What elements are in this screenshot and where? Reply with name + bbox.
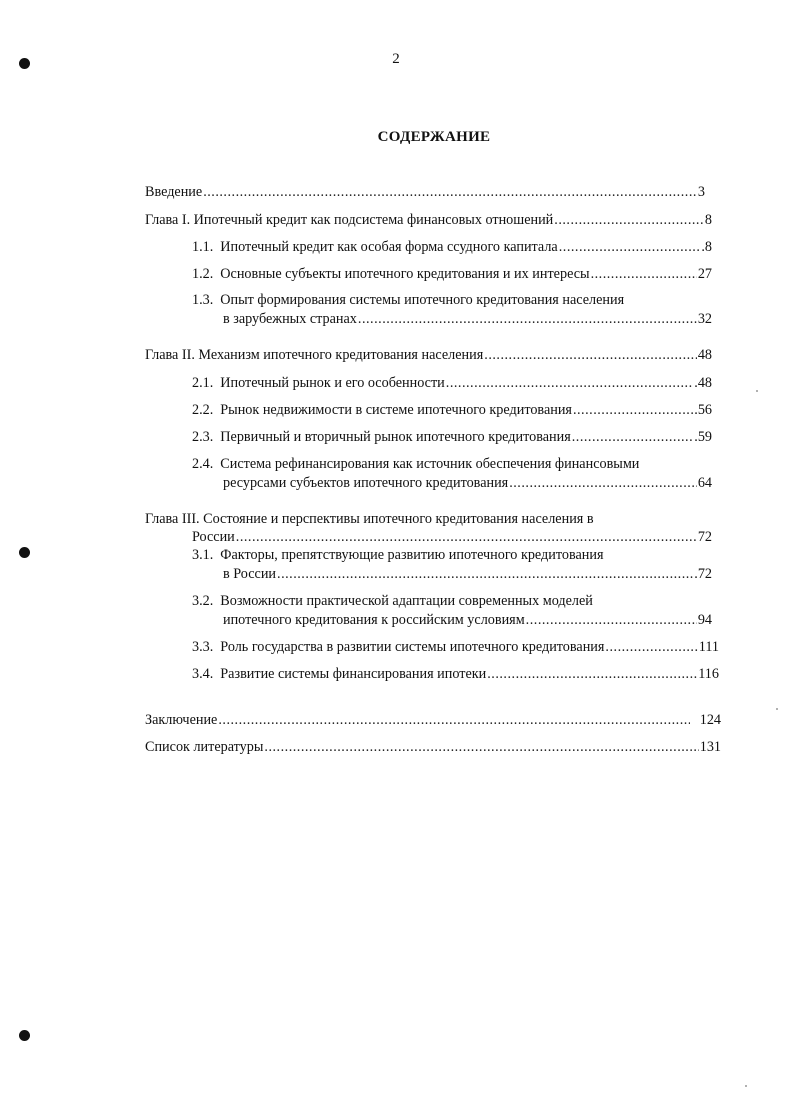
- scan-speck: [756, 390, 758, 392]
- toc-page: .59: [694, 429, 712, 445]
- dot-leader: [277, 565, 693, 583]
- toc-label: Глава II. Механизм ипотечного кредитования населения: [145, 347, 484, 363]
- toc-entry-3-3[interactable]: [192, 638, 719, 656]
- punch-hole-icon: [19, 547, 30, 558]
- toc-page: .48: [694, 375, 712, 391]
- dot-leader: [559, 238, 701, 256]
- toc-page: 116: [698, 666, 719, 682]
- toc-page: 64: [697, 475, 712, 491]
- dot-leader: [484, 346, 697, 364]
- dot-leader: [236, 528, 697, 546]
- dot-leader: [572, 428, 694, 446]
- toc-section-number: 1.3.: [192, 292, 214, 308]
- toc-section-number: 3.3.: [192, 639, 214, 655]
- toc-section-number: 3.4.: [192, 666, 214, 682]
- toc-label-line1: Опыт формирования системы ипотечного кредитования населения: [220, 292, 625, 308]
- toc-page: 94: [697, 612, 712, 628]
- dot-leader: [554, 211, 704, 229]
- dot-leader: [203, 183, 697, 201]
- toc-entry-conclusion[interactable]: [145, 711, 721, 729]
- toc-section-number: 1.2.: [192, 266, 214, 282]
- scan-speck: [776, 708, 778, 710]
- dot-leader: [264, 738, 698, 756]
- toc-entry-chapter-2[interactable]: [145, 346, 712, 364]
- toc-label: Список литературы: [145, 739, 264, 755]
- toc-label: Первичный и вторичный рынок ипотечного кредитования: [220, 429, 571, 445]
- toc-entry-chapter-1[interactable]: [145, 211, 712, 229]
- toc-entry-1-3-line1[interactable]: [192, 291, 624, 309]
- page-title: СОДЕРЖАНИЕ: [377, 129, 491, 145]
- toc-label-line1: Глава III. Состояние и перспективы ипотечного кредитования населения в: [145, 511, 594, 527]
- scan-speck: [745, 1085, 747, 1087]
- toc-section-number: 2.4.: [192, 456, 214, 472]
- dot-leader: [573, 401, 693, 419]
- toc-entry-2-3[interactable]: [192, 428, 712, 446]
- toc-label-line1: Система рефинансирования как источник обеспечения финансовыми: [220, 456, 640, 472]
- toc-section-number: 2.3.: [192, 429, 214, 445]
- toc-entry-1-3[interactable]: [223, 310, 712, 328]
- toc-page: .72: [694, 566, 712, 582]
- toc-label: Ипотечный рынок и его особенности: [220, 375, 445, 391]
- toc-entry-intro[interactable]: [145, 183, 705, 201]
- toc-label-line1: Факторы, препятствующие развитию ипотечного кредитования: [220, 547, 604, 563]
- toc-page: 72: [697, 529, 712, 545]
- dot-leader: [509, 474, 697, 492]
- dot-leader: [526, 611, 697, 629]
- dot-leader: [218, 711, 689, 729]
- toc-entry-3-1[interactable]: [223, 565, 712, 583]
- toc-section-number: 2.2.: [192, 402, 214, 418]
- toc-page: 27: [697, 266, 712, 282]
- toc-label: ипотечного кредитования к российским условиям: [223, 612, 525, 628]
- toc-label: в России: [223, 566, 277, 582]
- toc-label: Роль государства в развитии системы ипотечного кредитования: [220, 639, 605, 655]
- toc-label: Рынок недвижимости в системе ипотечного кредитования: [220, 402, 572, 418]
- toc-page: 131: [699, 739, 721, 755]
- toc-label: ресурсами субъектов ипотечного кредитования: [223, 475, 509, 491]
- dot-leader: [358, 310, 697, 328]
- toc-label: России: [192, 529, 235, 545]
- toc-entry-chapter-3[interactable]: [192, 528, 712, 546]
- toc-label: в зарубежных странах: [223, 311, 357, 327]
- toc-entry-1-2[interactable]: [192, 265, 712, 283]
- toc-page: 111: [698, 639, 719, 655]
- toc-page: 124: [699, 712, 721, 728]
- page-number: 2: [392, 51, 400, 67]
- toc-entry-3-4[interactable]: [192, 665, 719, 683]
- toc-entry-2-1[interactable]: [192, 374, 712, 392]
- toc-entry-literature[interactable]: [145, 738, 721, 756]
- toc-section-number: 1.1.: [192, 239, 214, 255]
- toc-section-number: 3.1.: [192, 547, 214, 563]
- toc-label: Ипотечный кредит как особая форма ссудного капитала: [220, 239, 558, 255]
- punch-hole-icon: [19, 1030, 30, 1041]
- toc-section-number: 2.1.: [192, 375, 214, 391]
- toc-label: Основные субъекты ипотечного кредитования и их интересы: [220, 266, 590, 282]
- toc-page: .56: [694, 402, 712, 418]
- toc-section-number: 3.2.: [192, 593, 214, 609]
- toc-entry-3-1-line1[interactable]: [192, 546, 603, 564]
- toc-entry-2-4[interactable]: [223, 474, 712, 492]
- toc-label: Глава I. Ипотечный кредит как подсистема финансовых отношений: [145, 212, 554, 228]
- toc-entry-1-1[interactable]: [192, 238, 712, 256]
- toc-entry-3-2-line1[interactable]: [192, 592, 593, 610]
- dot-leader: [605, 638, 697, 656]
- toc-entry-2-4-line1[interactable]: [192, 455, 639, 473]
- toc-label-line1: Возможности практической адаптации современных моделей: [220, 593, 593, 609]
- toc-label: Заключение: [145, 712, 218, 728]
- toc-entry-chapter-3-line1[interactable]: [145, 510, 594, 528]
- dot-leader: [446, 374, 694, 392]
- toc-page: 48: [697, 347, 712, 363]
- toc-label: Введение: [145, 184, 203, 200]
- toc-label: Развитие системы финансирования ипотеки: [220, 666, 487, 682]
- toc-page: 8: [704, 212, 712, 228]
- toc-page: .8: [701, 239, 712, 255]
- toc-page: 3: [697, 184, 705, 200]
- dot-leader: [591, 265, 697, 283]
- toc-entry-3-2[interactable]: [223, 611, 712, 629]
- dot-leader: [487, 665, 697, 683]
- toc-page: 32: [697, 311, 712, 327]
- toc-entry-2-2[interactable]: [192, 401, 712, 419]
